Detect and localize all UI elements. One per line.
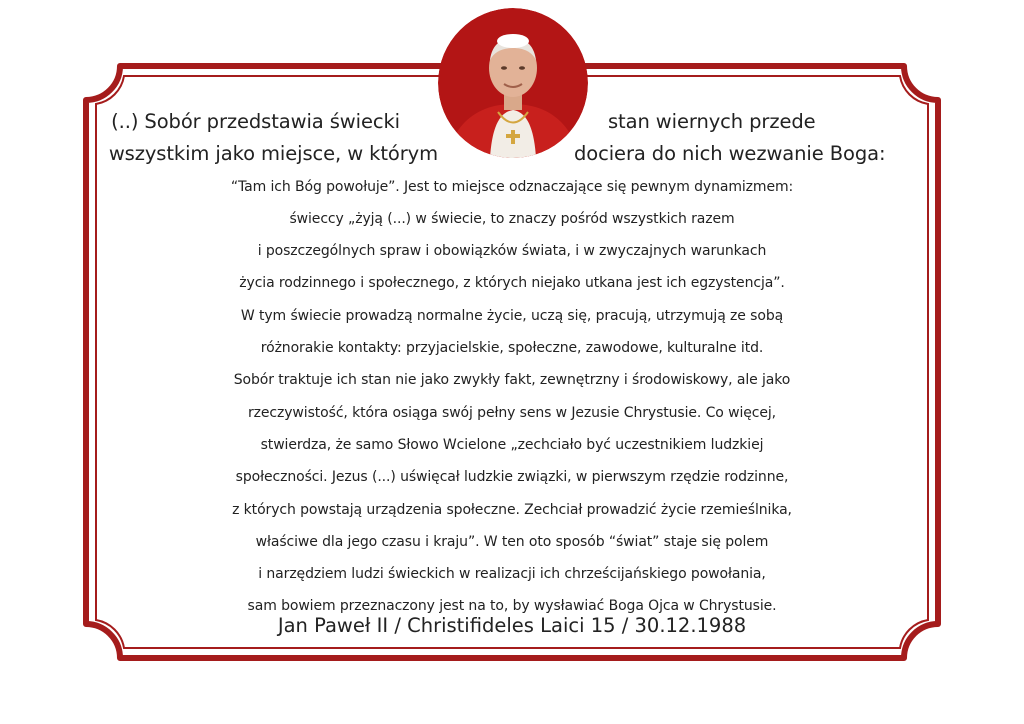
quote-line: rzeczywistość, która osiąga swój pełny sens w Jezusie Chrystusie. Co więcej, (247, 404, 777, 421)
quote-line: i narzędziem ludzi świeckich w realizacji ich chrześcijańskiego powołania, (258, 566, 766, 583)
quote-line: stwierdza, że samo Słowo Wcielone „zechciało być uczestnikiem ludzkiej (260, 436, 764, 453)
quote-line-right: stan wiernych przede (608, 110, 816, 133)
quote-line: “Tam ich Bóg powołuje”. Jest to miejsce odznaczające się pewnym dynamizmem: (230, 178, 794, 195)
quote-line: W tym świecie prowadzą normalne życie, uczą się, pracują, utrzymują ze sobą (240, 307, 784, 324)
quote-line: świeccy „żyją (...) w świecie, to znaczy pośród wszystkich razem (289, 210, 735, 227)
quote-line: społeczności. Jezus (...) uświęcał ludzkie związki, w pierwszym rzędzie rodzinne, (235, 469, 789, 486)
quote-line-right: dociera do nich wezwanie Boga: (574, 142, 886, 166)
quote-line-left: (..) Sobór przedstawia świecki (111, 110, 400, 133)
quote-line-left: wszystkim jako miejsce, w którym (108, 142, 438, 166)
quote-line: i poszczególnych spraw i obowiązków świata, i w zwyczajnych warunkach (257, 243, 767, 260)
quote-line: właściwe dla jego czasu i kraju”. W ten oto sposób “świat” staje się polem (255, 533, 769, 550)
quote-line: życia rodzinnego i społecznego, z których niejako utkana jest ich egzystencja”. (239, 275, 785, 292)
quote-line: różnorakie kontakty: przyjacielskie, społeczne, zawodowe, kulturalne itd. (260, 340, 764, 357)
portrait-gap (438, 138, 574, 170)
quote-line: z których powstają urządzenia społeczne. Zechciał prowadzić życie rzemieślnika, (232, 501, 792, 518)
quote-line (40, 138, 984, 170)
quote-line (40, 106, 984, 138)
quote-line: sam bowiem przeznaczony jest na to, by wysławiać Boga Ojca w Chrystusie. (247, 598, 777, 615)
quote-line: Sobór traktuje ich stan nie jako zwykły fakt, zewnętrzny i środowiskowy, ale jako (233, 372, 791, 389)
portrait-gap (400, 106, 608, 138)
quote-text (40, 106, 984, 623)
citation: Jan Paweł II / Christifideles Laici 15 / 30.12.1988 (277, 614, 747, 637)
